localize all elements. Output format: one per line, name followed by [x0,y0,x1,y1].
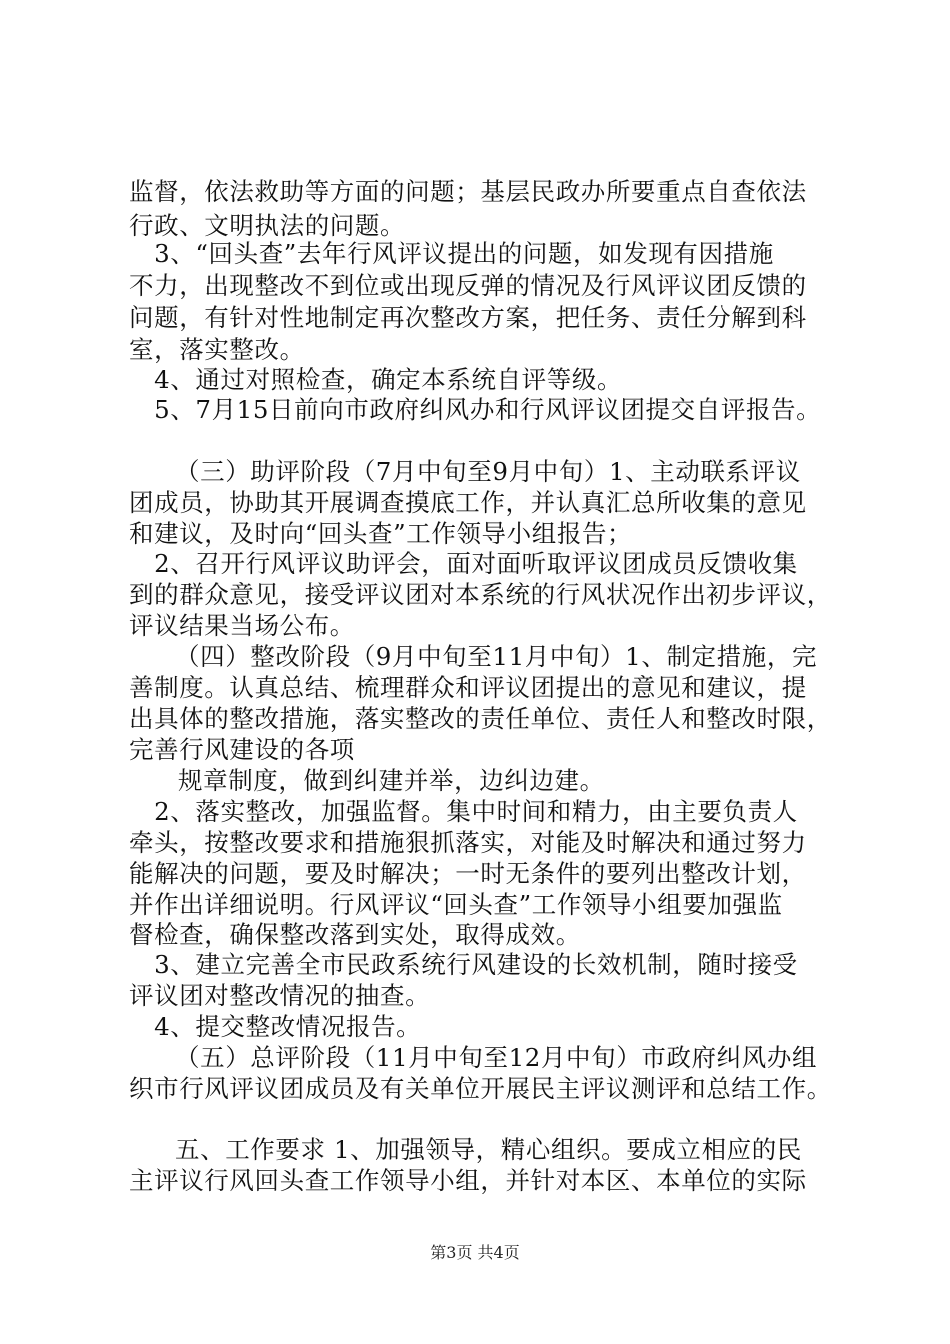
text-line: 出具体的整改措施，落实整改的责任单位、责任人和整改时限， [129,704,832,733]
text-line: 监督，依法救助等方面的问题；基层民政办所要重点自查依法 [129,177,807,206]
text-line: 织市行风评议团成员及有关单位开展民主评议测评和总结工作。 [129,1074,832,1103]
text-line: 督检查，确保整改落到实处，取得成效。 [129,920,581,949]
text-line: 能解决的问题，要及时解决；一时无条件的要列出整改计划， [129,859,807,888]
text-line: 2、召开行风评议助评会，面对面听取评议团成员反馈收集 [129,549,798,578]
text-line: 团成员，协助其开展调查摸底工作，并认真汇总所收集的意见 [129,488,807,517]
text-line: 主评议行风回头查工作领导小组，并针对本区、本单位的实际 [129,1166,807,1195]
text-line: 3、建立完善全市民政系统行风建设的长效机制，随时接受 [129,950,798,979]
text-line: 行政、文明执法的问题。 [129,211,406,240]
text-line: 规章制度，做到纠建并举，边纠边建。 [178,766,605,795]
text-line: 4、提交整改情况报告。 [129,1012,422,1041]
text-line: （五）总评阶段（11月中旬至12月中旬）市政府纠风办组 [175,1043,818,1072]
text-line: 3、“回头查”去年行风评议提出的问题，如发现有因措施 [129,239,774,268]
text-line: 评议团对整改情况的抽查。 [129,981,431,1010]
text-line: 5、7月15日前向市政府纠风办和行风评议团提交自评报告。 [129,395,822,424]
text-line: 室，落实整改。 [129,335,305,364]
text-line: 问题，有针对性地制定再次整改方案，把任务、责任分解到科 [129,303,807,332]
text-line: 2、落实整改，加强监督。集中时间和精力，由主要负责人 [129,797,798,826]
text-line: 到的群众意见，接受评议团对本系统的行风状况作出初步评议， [129,580,832,609]
text-line: （四）整改阶段（9月中旬至11月中旬）1、制定措施，完 [175,642,818,671]
text-line: 4、通过对照检查，确定本系统自评等级。 [129,365,623,394]
text-line: 不力，出现整改不到位或出现反弹的情况及行风评议团反馈的 [129,271,807,300]
text-line: 善制度。认真总结、梳理群众和评议团提出的意见和建议，提 [129,673,807,702]
text-line: 评议结果当场公布。 [129,611,355,640]
text-line: （三）助评阶段（7月中旬至9月中旬）1、主动联系评议 [175,457,801,486]
text-line: 五、工作要求 1、加强领导，精心组织。要成立相应的民 [175,1135,802,1164]
page-footer: 第3页 共4页 [430,1243,520,1262]
text-line: 完善行风建设的各项 [129,735,355,764]
text-line: 并作出详细说明。行风评议“回头查”工作领导小组要加强监 [129,890,783,919]
text-line: 牵头，按整改要求和措施狠抓落实，对能及时解决和通过努力 [129,828,807,857]
text-line: 和建议，及时向“回头查”工作领导小组报告； [129,519,633,548]
